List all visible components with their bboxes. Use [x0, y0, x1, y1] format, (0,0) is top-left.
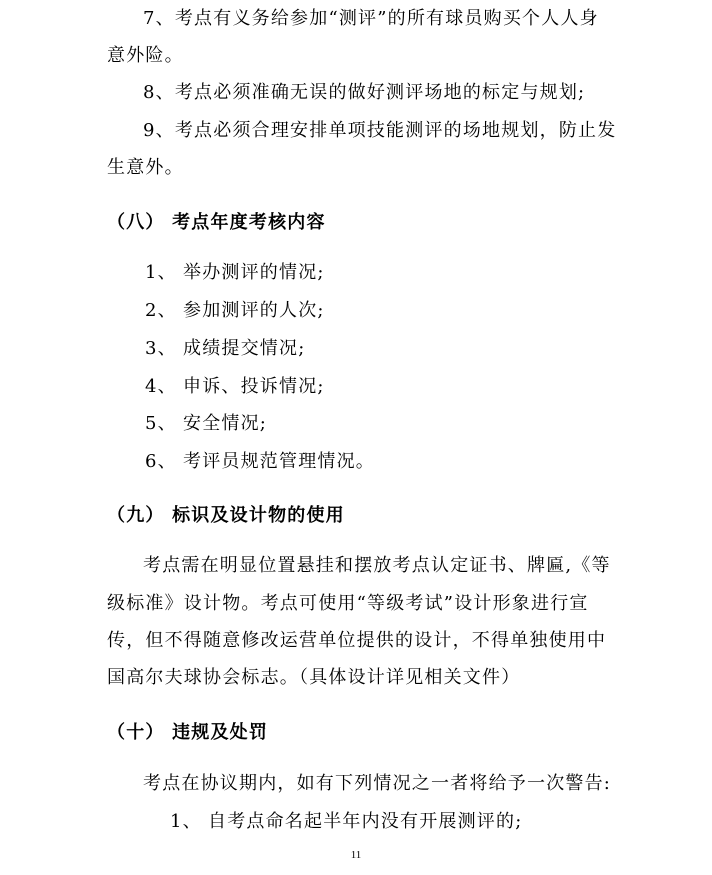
paragraph-7-line1: 7、考点有义务给参加“测评”的所有球员购买个人人身	[143, 8, 599, 29]
section-8-item	[145, 413, 267, 435]
item-text: 考评员规范管理情况。	[183, 451, 375, 472]
section-8-item	[145, 376, 325, 398]
section-10-intro: 考点在协议期内，如有下列情况之一者将给予一次警告:	[143, 773, 612, 794]
paragraph-7-line2: 意外险。	[107, 45, 184, 66]
section-10-heading: （十） 违规及处罚	[107, 722, 269, 743]
paragraph-8: 8、考点必须准确无误的做好测评场地的标定与规划;	[143, 82, 586, 103]
item-text: 成绩提交情况;	[183, 338, 306, 359]
item-text: 参加测评的人次;	[183, 300, 325, 321]
section-8-item	[145, 338, 305, 360]
item-number: 6、	[145, 451, 177, 472]
section-10-item	[170, 811, 522, 833]
item-number: 1、	[145, 262, 177, 283]
section-9-heading: （九） 标识及设计物的使用	[107, 505, 345, 526]
item-number: 1、	[170, 811, 202, 832]
section-9-line1: 考点需在明显位置悬挂和摆放考点认定证书、牌匾,《等	[143, 555, 611, 576]
item-number: 2、	[145, 300, 177, 321]
item-text: 申诉、投诉情况;	[183, 376, 325, 397]
item-text: 安全情况;	[183, 413, 268, 434]
item-number: 3、	[145, 338, 177, 359]
paragraph-9-line1: 9、考点必须合理安排单项技能测评的场地规划，防止发	[143, 120, 617, 141]
section-9-line4: 国高尔夫球协会标志。（具体设计详见相关文件）	[107, 667, 521, 688]
paragraph-9-line2: 生意外。	[107, 157, 184, 178]
section-8-heading: （八） 考点年度考核内容	[107, 212, 326, 233]
section-9-line3: 传，但不得随意修改运营单位提供的设计，不得单独使用中	[107, 630, 607, 651]
section-9-line2: 级标准》设计物。考点可使用“等级考试”设计形象进行宣	[107, 593, 589, 614]
section-8-item	[145, 262, 325, 284]
section-8-item	[145, 300, 325, 322]
item-number: 4、	[145, 376, 177, 397]
item-text: 自考点命名起半年内没有开展测评的;	[208, 811, 523, 832]
section-8-item	[145, 451, 375, 473]
item-text: 举办测评的情况;	[183, 262, 325, 283]
item-number: 5、	[145, 413, 177, 434]
page-number: 11	[350, 849, 362, 861]
